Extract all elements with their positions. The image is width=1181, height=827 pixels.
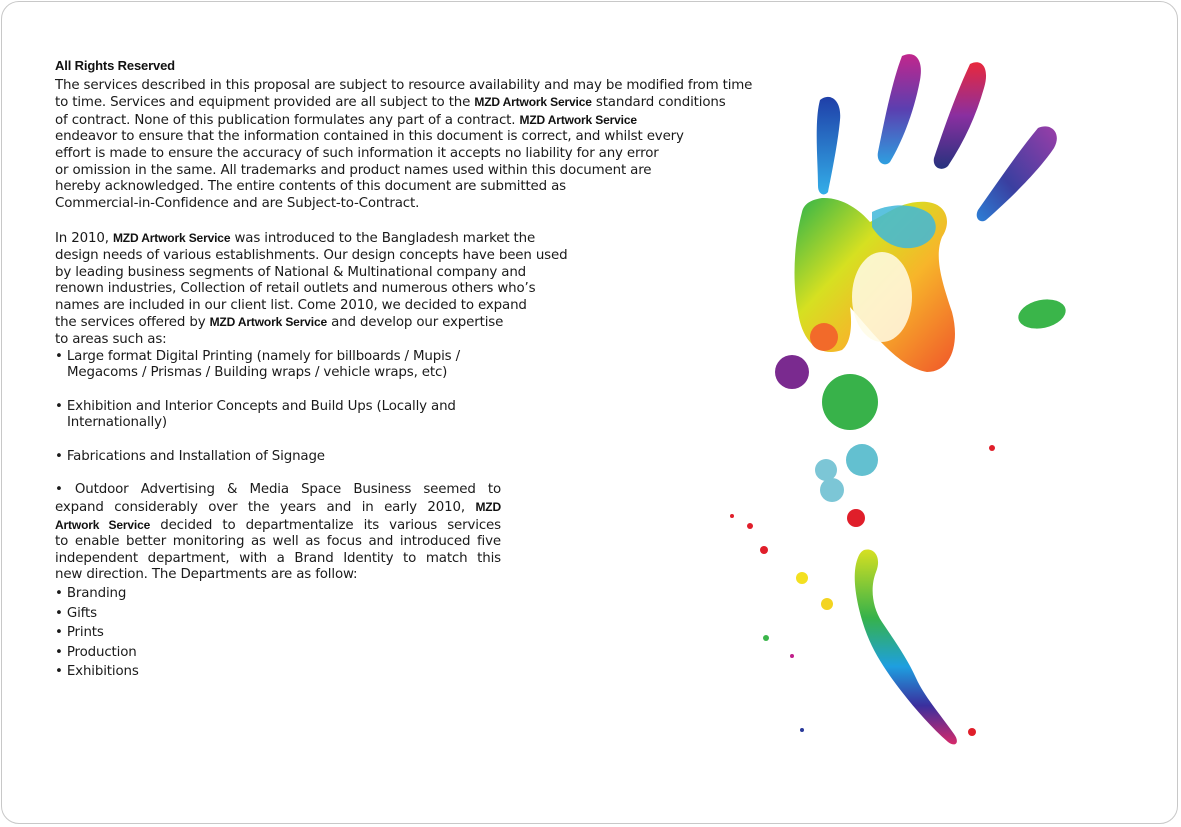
rights-line: endeavor to ensure that the information contained in this document is correct, and whilst every bbox=[55, 129, 684, 145]
service-line: • Fabrications and Installation of Signage bbox=[55, 448, 325, 464]
service-item bbox=[55, 449, 752, 466]
department-item: • Gifts bbox=[55, 605, 97, 621]
rights-line: or omission in the same. All trademarks and product names used within this document are bbox=[55, 162, 652, 178]
outdoor-text: decided to departmentalize its various services bbox=[150, 517, 501, 533]
intro-line bbox=[55, 230, 752, 248]
outdoor-line: new direction. The Departments are as follow: bbox=[55, 567, 358, 583]
rights-text: to time. Services and equipment provided are all subject to the bbox=[55, 95, 475, 111]
rights-line: effort is made to ensure the accuracy of such information it accepts no liability for any error bbox=[55, 145, 659, 161]
outdoor-text: expand considerably over the years and in early 2010, bbox=[55, 500, 476, 516]
finger-prints bbox=[817, 54, 1057, 221]
brand-name: Artwork Service bbox=[55, 517, 151, 532]
brand-name: MZD Artwork Service bbox=[112, 231, 231, 246]
outdoor-line: • Outdoor Advertising & Media Space Business seemed to bbox=[55, 482, 501, 498]
intro-line bbox=[55, 314, 752, 332]
service-item bbox=[55, 349, 752, 382]
brand-name: MZD bbox=[475, 500, 501, 515]
outdoor-paragraph bbox=[55, 482, 501, 584]
intro-text: was introduced to the Bangladesh market the bbox=[230, 231, 536, 247]
rights-line: Commercial-in-Confidence and are Subject-to-Contract. bbox=[55, 195, 420, 211]
service-line: • Large format Digital Printing (namely for billboards / Mupis / bbox=[55, 348, 460, 364]
outdoor-line bbox=[55, 499, 501, 517]
brand-name: MZD Artwork Service bbox=[209, 315, 327, 330]
department-item: • Production bbox=[55, 644, 137, 660]
service-line: Megacoms / Prismas / Building wraps / vehicle wraps, etc) bbox=[67, 365, 448, 381]
rainbow-handprint-illustration bbox=[702, 42, 1122, 782]
intro-text: and develop our expertise bbox=[327, 315, 504, 331]
text-column bbox=[55, 58, 752, 682]
brand-name: MZD Artwork Service bbox=[519, 112, 637, 127]
intro-line: by leading business segments of National & Multinational company and bbox=[55, 264, 527, 280]
department-item: • Branding bbox=[55, 586, 127, 602]
rights-line: The services described in this proposal are subject to resource availability and may be modified from time bbox=[55, 77, 753, 93]
rights-text: of contract. None of this publication formulates any part of a contract. bbox=[55, 112, 520, 128]
intro-text: the services offered by bbox=[55, 315, 210, 331]
rights-paragraph bbox=[55, 78, 752, 213]
page-frame bbox=[1, 1, 1178, 824]
service-line: • Exhibition and Interior Concepts and Build Ups (Locally and bbox=[55, 398, 456, 414]
intro-line: to areas such as: bbox=[55, 331, 167, 347]
intro-line: design needs of various establishments. Our design concepts have been used bbox=[55, 247, 568, 263]
rights-line: hereby acknowledged. The entire contents of this document are submitted as bbox=[55, 179, 566, 195]
department-item: • Exhibitions bbox=[55, 664, 139, 680]
outdoor-line bbox=[55, 517, 501, 535]
rights-line bbox=[55, 94, 752, 112]
department-item: • Prints bbox=[55, 625, 104, 641]
service-item bbox=[55, 399, 752, 432]
intro-paragraph bbox=[55, 230, 752, 348]
outdoor-line: to enable better monitoring as well as focus and introduced five bbox=[55, 534, 501, 550]
rights-text: standard conditions bbox=[591, 95, 726, 111]
services-list bbox=[55, 349, 752, 466]
outdoor-line: independent department, with a Brand Identity to match this bbox=[55, 550, 501, 566]
service-line: Internationally) bbox=[67, 415, 167, 431]
brand-name: MZD Artwork Service bbox=[474, 95, 592, 110]
intro-line: names are included in our client list. Come 2010, we decided to expand bbox=[55, 297, 527, 313]
rights-heading: All Rights Reserved bbox=[55, 58, 175, 73]
intro-text: In 2010, bbox=[55, 231, 113, 247]
intro-line: renown industries, Collection of retail outlets and numerous others who’s bbox=[55, 281, 536, 297]
departments-list bbox=[55, 584, 752, 682]
wrist-drip bbox=[855, 549, 957, 744]
rights-line bbox=[55, 112, 752, 130]
